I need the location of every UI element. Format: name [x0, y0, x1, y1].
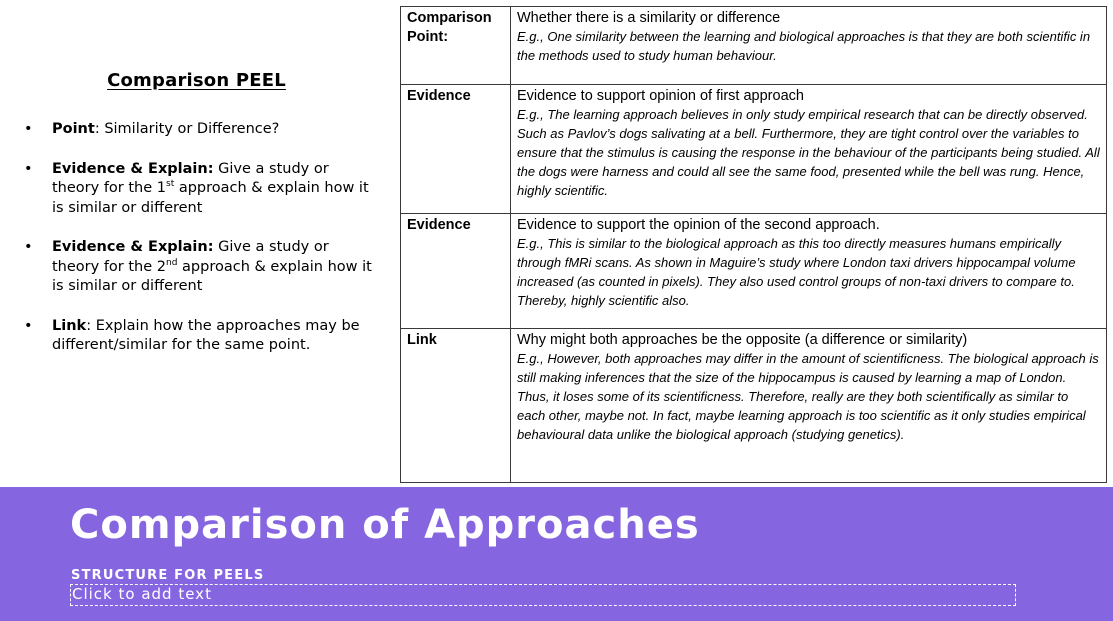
bullet-link [24, 317, 374, 356]
bullet-text: Similarity or Difference? [104, 121, 280, 137]
row-example: E.g., The learning approach believes in only study empirical research that can be directly observed. Such as Pavlov’s dogs salivating at a bell. Furthermore, they are tight control over the variables to ensure that the stimulus is causing the response in the behaviour of the participants being studied. All the dogs were harness and could all see the same food, presented while the bell was rung. Hence, highly scientific. [517, 107, 1100, 198]
bullet-separator: : [94, 121, 105, 137]
left-panel-title: Comparison PEEL [107, 70, 286, 91]
row-label: Comparison Point: [401, 7, 511, 85]
bullet-text: approach & explain how it is similar or different [52, 180, 369, 216]
row-label: Evidence [401, 214, 511, 329]
row-example: E.g., This is similar to the biological approach as this too directly measures humans empirically through fMRi scans. As shown in Maguire’s study where London taxi drivers hippocampal volume increased (as counted in pixels). They also used control groups of non-taxi drivers to compare to. Thereby, highly scientific also. [517, 236, 1076, 308]
bullet-text: Give a study or theory for the 1 [52, 160, 329, 196]
bullet-evidence-first [24, 160, 374, 219]
row-example: E.g., However, both approaches may differ in the amount of scientificness. The biological approach is still making inferences that the size of the hippocampus is caused by learning a map of London. Thus, it loses some of its scientificness. Therefore, really are they both scientifically as similar to each other, maybe not. In fact, maybe learning approach is too scientific as it only studies empirical behavioural data unlike the biological approach (studying genetics). [517, 351, 1099, 442]
row-heading: Evidence to support opinion of first approach [517, 88, 804, 104]
add-text-placeholder[interactable]: Click to add text [70, 584, 1016, 606]
row-label: Link [401, 329, 511, 483]
ordinal-suffix: nd [166, 257, 178, 268]
row-content [511, 7, 1107, 85]
bullet-dot: • [24, 317, 33, 334]
bullet-separator: : [86, 317, 96, 334]
bullet-dot: • [24, 239, 33, 255]
row-label: Evidence [401, 85, 511, 214]
peel-example-table [400, 6, 1107, 483]
bullet-term: Evidence & Explain: [52, 239, 214, 255]
bullet-dot: • [24, 121, 33, 137]
slide-title[interactable]: Comparison of Approaches [70, 502, 700, 548]
table-row [401, 329, 1107, 483]
bullet-text: approach & explain how it is similar or different [52, 258, 372, 294]
slide-subtitle[interactable]: STRUCTURE FOR PEELS [71, 568, 265, 583]
row-heading: Whether there is a similarity or difference [517, 10, 781, 26]
row-content [511, 214, 1107, 329]
title-banner [0, 487, 1113, 621]
row-heading: Evidence to support the opinion of the second approach. [517, 217, 880, 233]
bullet-term: Point [52, 121, 95, 137]
table-row [401, 85, 1107, 214]
bullet-text: Explain how the approaches may be different/similar for the same point. [52, 317, 360, 353]
bullet-point [24, 120, 374, 140]
table-row [401, 214, 1107, 329]
peel-bullet-list [24, 120, 374, 376]
table-row [401, 7, 1107, 85]
bullet-text: Give a study or theory for the 2 [52, 239, 329, 275]
ordinal-suffix: st [166, 179, 175, 190]
bullet-evidence-second [24, 238, 374, 297]
row-heading: Why might both approaches be the opposite (a difference or similarity) [517, 332, 968, 348]
row-content [511, 85, 1107, 214]
row-content [511, 329, 1107, 483]
bullet-dot: • [24, 160, 33, 177]
row-example: E.g., One similarity between the learning and biological approaches is that they are both scientific in the methods used to study human behaviour. [517, 29, 1091, 63]
bullet-term: Link [52, 317, 87, 334]
bullet-term: Evidence & Explain: [52, 160, 214, 177]
